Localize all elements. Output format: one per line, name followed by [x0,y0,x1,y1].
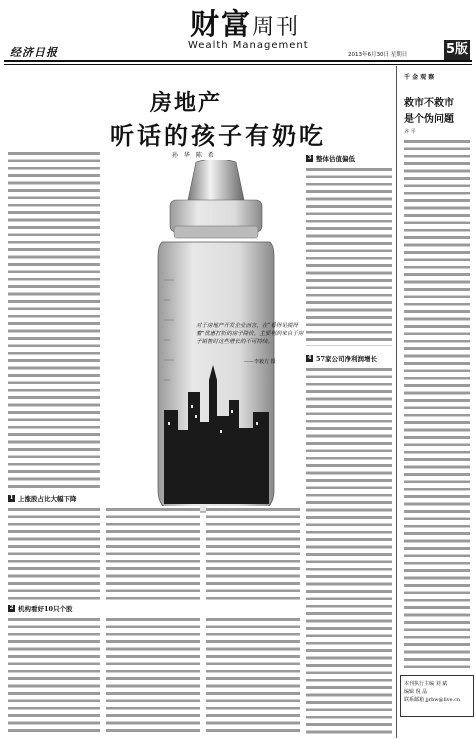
section-number: 3 [307,155,312,161]
column-tag: 千 金 观 察 [404,74,435,81]
section-number: 2 [9,605,14,611]
page-number-badge: 5版 [444,40,470,60]
header-rule-thin [4,64,472,65]
headline-line2: 听话的孩子有奶吃 [110,121,326,150]
masthead-title [190,2,300,43]
header-rule [4,60,472,62]
section-2-text-col1 [8,616,100,734]
section-heading-4 [306,354,377,363]
section-number: 1 [9,495,14,501]
section-3-text [306,166,392,346]
column-text [404,138,470,670]
section-heading-2 [8,604,73,613]
editor-line-3: 联系邮箱 jjrbw@live.cn [404,697,461,703]
column-title-line2: 是个伪问题 [404,114,454,125]
editor-credits [404,680,468,704]
headline-line1: 房地产 [150,90,223,116]
masthead-english: Wealth Management [188,40,309,51]
section-heading-3 [306,154,355,163]
section-number: 4 [307,355,312,361]
photo-credit: ——李毅方 摄 [244,359,276,365]
section-title: 机构看好10只个股 [18,605,73,613]
section-1-text-col2 [106,506,200,600]
editor-line-1: 本刊执行主编 刘 斌 [404,681,448,687]
section-title: 57家公司净利润增长 [316,355,378,363]
byline: 孙 华 陈 希 [172,152,216,159]
section-2-text-col2 [106,616,200,734]
issue-date: 2013年6月30日 星期日 [348,52,408,58]
masthead-sub: 周刊 [252,15,301,40]
section-1-text-col3 [206,506,300,600]
newspaper-brand: 经济日报 [10,46,58,59]
pull-quote: 对于房地产开发企业而言，在“看得见摸得着”优惠打折的房子降价，主要利润来自于房子销售时这些增长的不可持续。 [196,323,304,345]
column-author: 齐 平 [404,129,416,135]
section-1-text-col1 [8,506,100,600]
section-4-text [306,366,392,734]
masthead-main: 财富 [190,7,253,41]
column-title-line1: 救市不救市 [404,98,454,109]
section-heading-1 [8,494,77,503]
section-title: 整体估值偏低 [316,155,355,163]
editor-line-2: 编辑 倪 晶 [404,689,428,695]
section-title: 上涨股占比大幅下降 [18,495,77,503]
column-divider [396,66,397,738]
intro-text-block [8,150,100,488]
section-2-text-col3 [206,616,300,734]
